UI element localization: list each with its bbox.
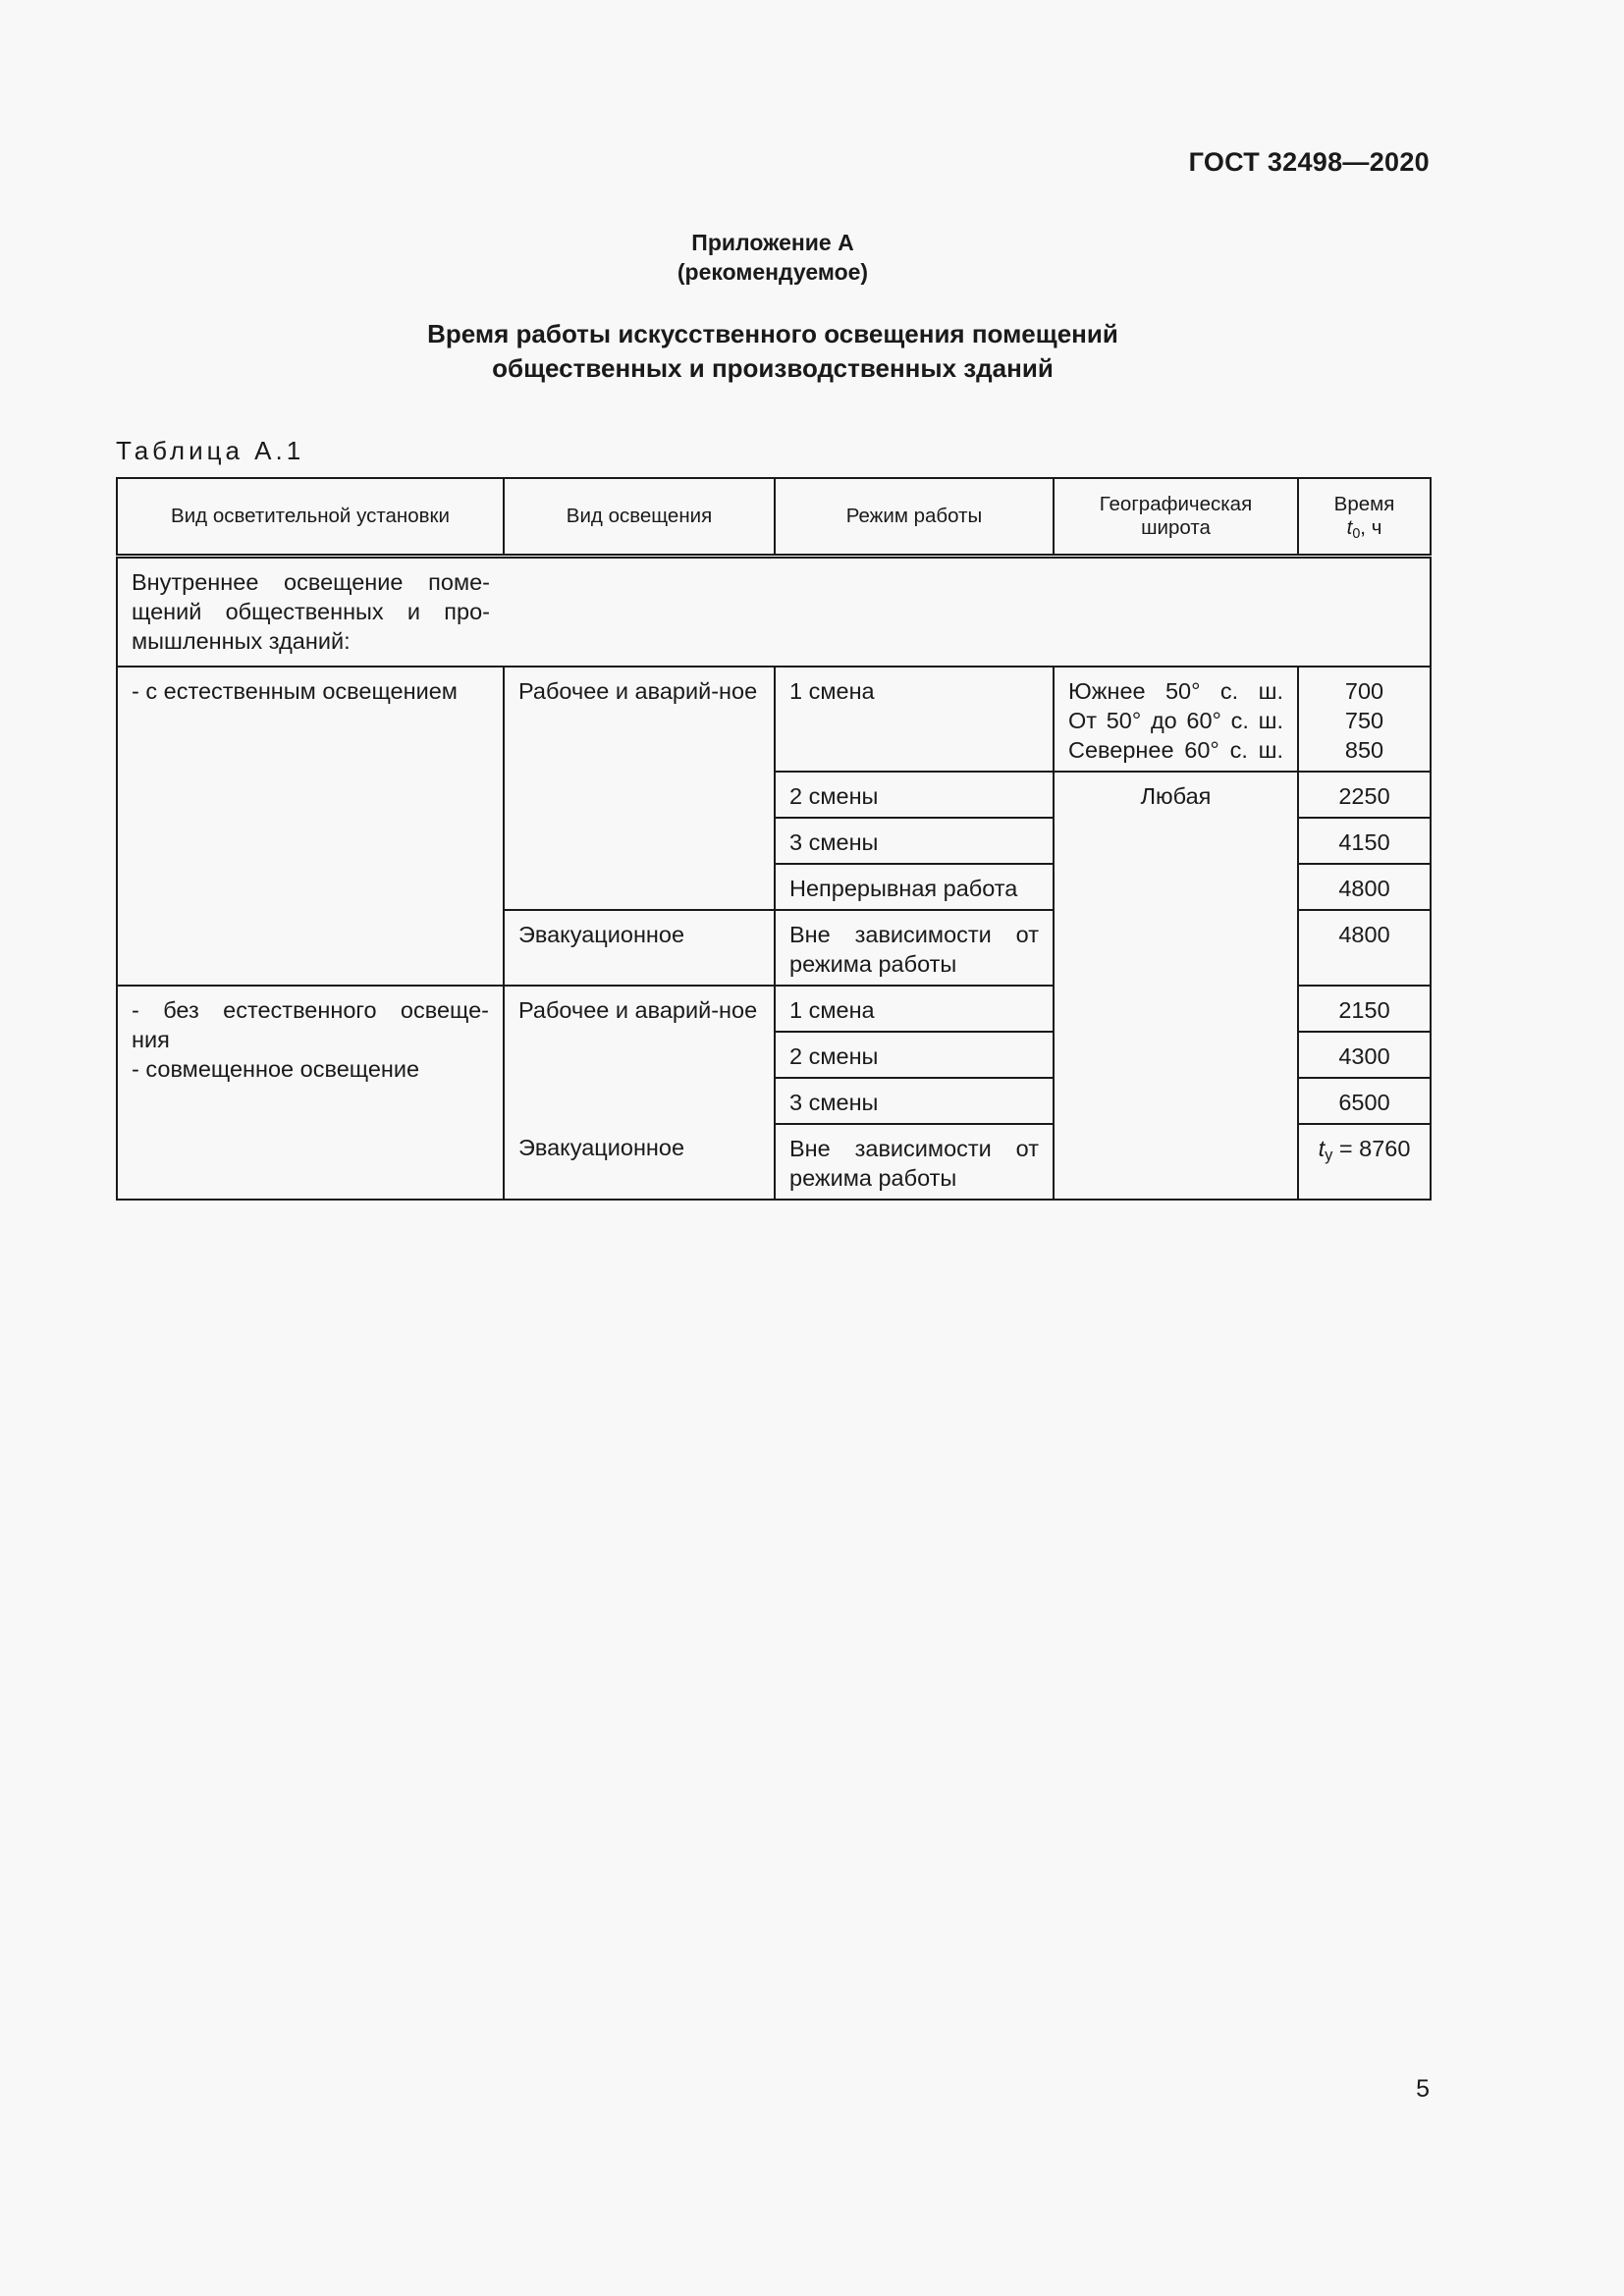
value-north: 850 <box>1344 737 1384 763</box>
page-title-line-2: общественных и производственных зданий <box>492 353 1054 383</box>
group1-value-2: 2250 <box>1298 772 1431 818</box>
table-header-row <box>117 478 1431 557</box>
page-title <box>0 317 1545 386</box>
group1-value-5: 4800 <box>1298 910 1431 986</box>
group1-mode-3: 3 смены <box>775 818 1054 864</box>
document-code: ГОСТ 32498—2020 <box>1188 147 1430 177</box>
group2-installation-line-2: ния <box>132 1027 170 1052</box>
header-mode: Режим работы <box>775 478 1054 557</box>
latitude-middle: От 50° до 60° с. ш. <box>1068 708 1283 733</box>
latitude-north: Севернее 60° с. ш. <box>1068 737 1283 763</box>
appendix-status: (рекомендуемое) <box>677 259 869 285</box>
header-time-unit: , ч <box>1360 516 1382 539</box>
group2-installation-line-1: - без естественного освеще- <box>132 997 489 1023</box>
section-title-line-2: щений общественных и про- <box>132 599 490 624</box>
header-installation: Вид осветительной установки <box>117 478 504 557</box>
page-number: 5 <box>1416 2075 1430 2103</box>
header-time-symbol: t <box>1346 516 1353 539</box>
group1-mode-1: 1 смена <box>775 667 1054 772</box>
group1-value-3: 4150 <box>1298 818 1431 864</box>
table-section-row <box>117 557 1431 667</box>
group2-value-1: 2150 <box>1298 986 1431 1032</box>
group1-lighting-evac: Эвакуационное <box>504 910 775 986</box>
group2-installation-line-3: - совмещенное освещение <box>132 1056 420 1082</box>
group1-lighting-work: Рабочее и аварий-ное <box>504 667 775 910</box>
header-latitude: Географическая широта <box>1054 478 1298 557</box>
value-number: = 8760 <box>1332 1136 1411 1161</box>
section-title <box>117 557 504 667</box>
lighting-hours-table <box>116 477 1432 1201</box>
group2-value-4 <box>1298 1124 1431 1200</box>
group2-lighting-evac: Эвакуационное <box>504 1124 775 1200</box>
latitude-any: Любая <box>1054 772 1298 1200</box>
value-middle: 750 <box>1344 708 1384 733</box>
group2-lighting-work: Рабочее и аварий-ное <box>504 986 775 1124</box>
group1-latitude-list <box>1054 667 1298 772</box>
header-time <box>1298 478 1431 557</box>
group1-mode-5: Вне зависимости от режима работы <box>775 910 1054 986</box>
header-time-label: Время <box>1333 493 1395 515</box>
section-title-line-3: мышленных зданий: <box>132 628 351 654</box>
table-caption: Таблица А.1 <box>116 436 305 465</box>
group2-value-3: 6500 <box>1298 1078 1431 1124</box>
group1-mode-4: Непрерывная работа <box>775 864 1054 910</box>
header-time-subscript: 0 <box>1352 526 1361 542</box>
group2-mode-4: Вне зависимости от режима работы <box>775 1124 1054 1200</box>
group1-values-1 <box>1298 667 1431 772</box>
group2-installation <box>117 986 504 1200</box>
table-row <box>117 667 1431 772</box>
group2-mode-2: 2 смены <box>775 1032 1054 1078</box>
latitude-south: Южнее 50° с. ш. <box>1068 678 1283 704</box>
group2-mode-1: 1 смена <box>775 986 1054 1032</box>
appendix-heading <box>0 228 1545 287</box>
section-title-line-1: Внутреннее освещение поме- <box>132 569 490 595</box>
group2-mode-3: 3 смены <box>775 1078 1054 1124</box>
value-subscript: у <box>1325 1147 1333 1164</box>
value-symbol: t <box>1318 1136 1326 1161</box>
group1-value-4: 4800 <box>1298 864 1431 910</box>
value-south: 700 <box>1344 678 1384 704</box>
header-lighting: Вид освещения <box>504 478 775 557</box>
appendix-title: Приложение А <box>691 230 854 255</box>
page-title-line-1: Время работы искусственного освещения помещений <box>427 319 1118 348</box>
group1-installation: - с естественным освещением <box>117 667 504 986</box>
group2-value-2: 4300 <box>1298 1032 1431 1078</box>
group1-mode-2: 2 смены <box>775 772 1054 818</box>
section-blank <box>504 557 1431 667</box>
